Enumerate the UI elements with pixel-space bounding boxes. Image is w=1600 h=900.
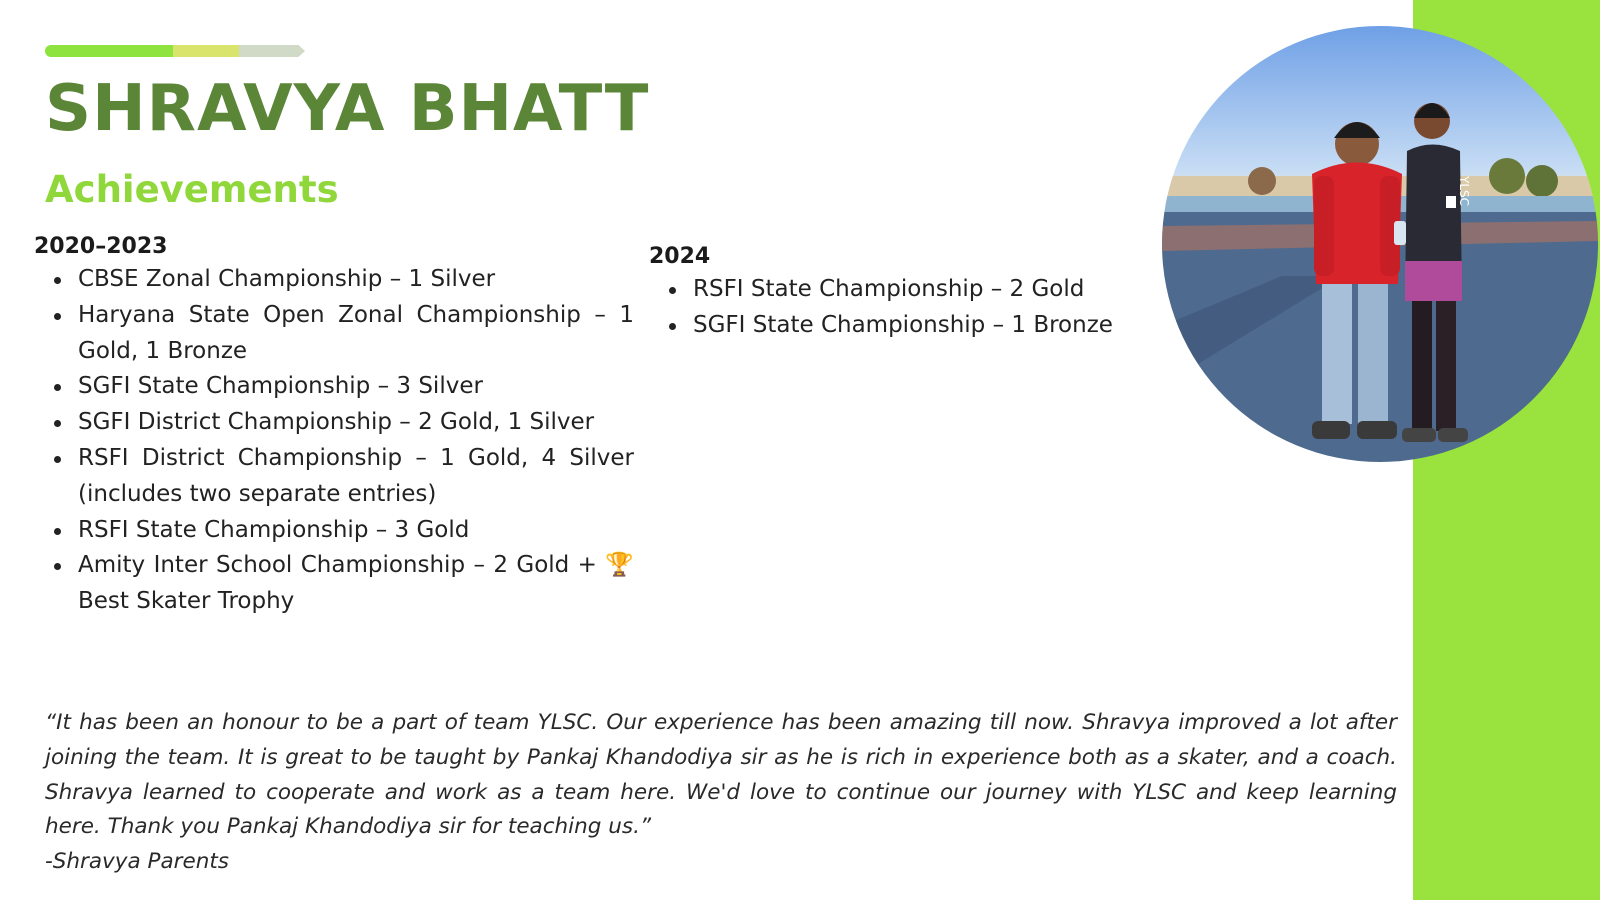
tree	[1526, 165, 1558, 197]
achievement-list	[34, 262, 634, 620]
achievements-heading: Achievements	[45, 168, 339, 211]
testimonial-quote: “It has been an honour to be a part of team YLSC. Our experience has been amazing till now. Shravya improved a lot after joining the team. It is great to be taught by Pankaj Khandodiya sir as he is rich in experience both as a skater, and a coach. Shravya learned to cooperate and work as a team here. We'd love to continue our journey with YLSC and keep learning here. Thank you Pankaj Khandodiya sir for teaching us.”	[45, 710, 1397, 840]
trophy-icon	[1394, 221, 1406, 245]
achievements-column-2020-2023	[34, 234, 634, 620]
achievements-column-2024	[649, 244, 1169, 344]
list-item: Amity Inter School Championship – 2 Gold + 🏆 Best Skater Trophy	[78, 548, 634, 620]
list-item: RSFI State Championship – 3 Gold	[78, 513, 634, 549]
accent-progress-bar	[45, 45, 305, 57]
testimonial-attribution: -Shravya Parents	[45, 849, 229, 874]
athlete-coach-photo	[1162, 26, 1598, 462]
accent-segment-1	[45, 45, 173, 57]
year-heading: 2020–2023	[34, 234, 168, 259]
list-item: SGFI District Championship – 2 Gold, 1 Silver	[78, 405, 634, 441]
photo-illustration	[1162, 26, 1598, 462]
athlete-name: SHRAVYA BHATT	[45, 72, 650, 146]
accent-segment-3	[239, 45, 305, 57]
list-item: RSFI District Championship – 1 Gold, 4 Silver (includes two separate entries)	[78, 441, 634, 513]
tree	[1489, 158, 1525, 194]
jacket-text: YLSC	[1457, 176, 1471, 207]
year-heading: 2024	[649, 244, 711, 269]
list-item: RSFI State Championship – 2 Gold	[693, 272, 1169, 308]
achievement-list	[649, 272, 1169, 344]
tree	[1248, 167, 1276, 195]
list-item: SGFI State Championship – 1 Bronze	[693, 308, 1169, 344]
list-item: Haryana State Open Zonal Championship – 1 Gold, 1 Bronze	[78, 298, 634, 370]
list-item: CBSE Zonal Championship – 1 Silver	[78, 262, 634, 298]
accent-segment-2	[173, 45, 239, 57]
list-item: SGFI State Championship – 3 Silver	[78, 369, 634, 405]
